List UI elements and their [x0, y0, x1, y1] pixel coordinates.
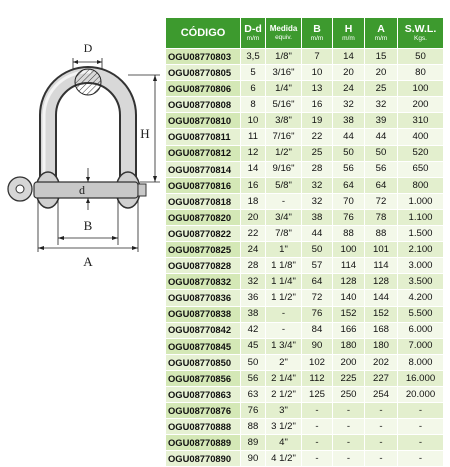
- cell-a: 15: [365, 49, 398, 65]
- cell-a: 39: [365, 113, 398, 129]
- table-row: [166, 403, 444, 419]
- cell-medida: 3/8": [266, 113, 302, 129]
- cell-a: 20: [365, 65, 398, 81]
- cell-d-d: 14: [241, 161, 266, 177]
- cell-medida: 4 1/2": [266, 451, 302, 467]
- cell-b: 28: [302, 161, 333, 177]
- cell-swl: 80: [398, 65, 444, 81]
- cell-medida: 1": [266, 242, 302, 258]
- cell-b: 32: [302, 177, 333, 193]
- cell-b: 57: [302, 258, 333, 274]
- table-row: [166, 322, 444, 338]
- header-medida: Medida equiv.: [266, 18, 302, 49]
- cell-a: 56: [365, 161, 398, 177]
- cell-h: 44: [333, 129, 365, 145]
- cell-medida: 3 1/2": [266, 419, 302, 435]
- table-row: [166, 97, 444, 113]
- cell-medida: 1 1/4": [266, 274, 302, 290]
- cell-d-d: 32: [241, 274, 266, 290]
- cell-d-d: 16: [241, 177, 266, 193]
- cell-a: 32: [365, 97, 398, 113]
- cell-h: 114: [333, 258, 365, 274]
- cell-d-d: 63: [241, 386, 266, 402]
- cell-swl: 1.100: [398, 209, 444, 225]
- cell-a: 114: [365, 258, 398, 274]
- cell-d-d: 18: [241, 193, 266, 209]
- cell-code: OGU08770825: [166, 242, 241, 258]
- cell-d-d: 28: [241, 258, 266, 274]
- cell-h: 88: [333, 226, 365, 242]
- cell-a: 72: [365, 193, 398, 209]
- cell-swl: 4.200: [398, 290, 444, 306]
- header-codigo: CÓDIGO: [166, 18, 241, 49]
- cell-a: -: [365, 403, 398, 419]
- table-row: [166, 209, 444, 225]
- cell-b: 16: [302, 97, 333, 113]
- cell-swl: 650: [398, 161, 444, 177]
- cell-swl: -: [398, 403, 444, 419]
- cell-h: 250: [333, 386, 365, 402]
- cell-b: -: [302, 435, 333, 451]
- cell-medida: -: [266, 193, 302, 209]
- cell-d-d: 42: [241, 322, 266, 338]
- cell-code: OGU08770803: [166, 49, 241, 65]
- cell-medida: 2 1/2": [266, 386, 302, 402]
- cell-h: 32: [333, 97, 365, 113]
- cell-b: -: [302, 419, 333, 435]
- cell-medida: 1 1/2": [266, 290, 302, 306]
- cell-d-d: 88: [241, 419, 266, 435]
- cell-medida: 2": [266, 354, 302, 370]
- table-row: [166, 226, 444, 242]
- cell-h: 166: [333, 322, 365, 338]
- cell-code: OGU08770822: [166, 226, 241, 242]
- cell-code: OGU08770832: [166, 274, 241, 290]
- cell-b: 32: [302, 193, 333, 209]
- cell-swl: 7.000: [398, 338, 444, 354]
- cell-swl: -: [398, 451, 444, 467]
- cell-medida: 7/8": [266, 226, 302, 242]
- dimension-a: [38, 200, 138, 269]
- cell-h: 38: [333, 113, 365, 129]
- cell-a: 101: [365, 242, 398, 258]
- cell-d-d: 10: [241, 113, 266, 129]
- cell-medida: 9/16": [266, 161, 302, 177]
- cell-h: 50: [333, 145, 365, 161]
- cell-b: 76: [302, 306, 333, 322]
- cell-swl: -: [398, 435, 444, 451]
- table-row: [166, 419, 444, 435]
- cell-a: 50: [365, 145, 398, 161]
- cell-h: 56: [333, 161, 365, 177]
- table-row: [166, 258, 444, 274]
- cell-b: 90: [302, 338, 333, 354]
- cell-a: -: [365, 451, 398, 467]
- cell-swl: 3.500: [398, 274, 444, 290]
- cell-b: 19: [302, 113, 333, 129]
- cell-a: -: [365, 419, 398, 435]
- cell-b: 112: [302, 370, 333, 386]
- cell-code: OGU08770845: [166, 338, 241, 354]
- table-row: [166, 161, 444, 177]
- cell-a: -: [365, 435, 398, 451]
- cell-medida: 1 1/8": [266, 258, 302, 274]
- cell-swl: 8.000: [398, 354, 444, 370]
- cell-d-d: 6: [241, 81, 266, 97]
- cell-medida: 1 3/4": [266, 338, 302, 354]
- cell-medida: 1/4": [266, 81, 302, 97]
- cell-h: -: [333, 435, 365, 451]
- cell-code: OGU08770890: [166, 451, 241, 467]
- cell-code: OGU08770806: [166, 81, 241, 97]
- cell-b: -: [302, 403, 333, 419]
- cell-code: OGU08770828: [166, 258, 241, 274]
- cell-swl: 6.000: [398, 322, 444, 338]
- cell-medida: 3/16": [266, 65, 302, 81]
- cell-swl: 100: [398, 81, 444, 97]
- cell-code: OGU08770805: [166, 65, 241, 81]
- table-row: [166, 129, 444, 145]
- header-a: A m/m: [365, 18, 398, 49]
- cell-h: 200: [333, 354, 365, 370]
- cell-d-d: 45: [241, 338, 266, 354]
- cell-code: OGU08770876: [166, 403, 241, 419]
- cell-medida: 1/8": [266, 49, 302, 65]
- cell-code: OGU08770850: [166, 354, 241, 370]
- cell-d-d: 38: [241, 306, 266, 322]
- cell-d-d: 76: [241, 403, 266, 419]
- cell-h: 76: [333, 209, 365, 225]
- cell-b: 13: [302, 81, 333, 97]
- cell-swl: 50: [398, 49, 444, 65]
- cell-code: OGU08770856: [166, 370, 241, 386]
- cell-h: -: [333, 403, 365, 419]
- label-d-top: D: [83, 41, 93, 55]
- label-a: A: [83, 254, 93, 269]
- cell-a: 254: [365, 386, 398, 402]
- cell-d-d: 56: [241, 370, 266, 386]
- table-row: [166, 354, 444, 370]
- cell-b: 102: [302, 354, 333, 370]
- cell-d-d: 12: [241, 145, 266, 161]
- cell-code: OGU08770816: [166, 177, 241, 193]
- cell-h: 20: [333, 65, 365, 81]
- cell-d-d: 89: [241, 435, 266, 451]
- cell-swl: 16.000: [398, 370, 444, 386]
- cell-h: 24: [333, 81, 365, 97]
- cell-h: 152: [333, 306, 365, 322]
- table-row: [166, 242, 444, 258]
- cell-h: 64: [333, 177, 365, 193]
- cell-medida: -: [266, 322, 302, 338]
- header-d-d: D-d m/m: [241, 18, 266, 49]
- cell-swl: 20.000: [398, 386, 444, 402]
- cell-b: -: [302, 451, 333, 467]
- cell-swl: -: [398, 419, 444, 435]
- table-row: [166, 370, 444, 386]
- cell-code: OGU08770836: [166, 290, 241, 306]
- cell-b: 10: [302, 65, 333, 81]
- cell-b: 38: [302, 209, 333, 225]
- cell-b: 7: [302, 49, 333, 65]
- cell-medida: 3/4": [266, 209, 302, 225]
- cell-swl: 3.000: [398, 258, 444, 274]
- cell-a: 202: [365, 354, 398, 370]
- cell-code: OGU08770863: [166, 386, 241, 402]
- cell-d-d: 3,5: [241, 49, 266, 65]
- table-row: [166, 435, 444, 451]
- cell-code: OGU08770812: [166, 145, 241, 161]
- cell-b: 25: [302, 145, 333, 161]
- cell-b: 50: [302, 242, 333, 258]
- cell-swl: 200: [398, 97, 444, 113]
- cell-swl: 310: [398, 113, 444, 129]
- cell-code: OGU08770842: [166, 322, 241, 338]
- cell-a: 64: [365, 177, 398, 193]
- table-row: [166, 451, 444, 467]
- cell-b: 84: [302, 322, 333, 338]
- label-d-small: d: [79, 183, 85, 197]
- label-h: H: [140, 126, 150, 141]
- spec-table: [165, 17, 444, 467]
- cell-d-d: 20: [241, 209, 266, 225]
- table-row: [166, 193, 444, 209]
- cell-a: 78: [365, 209, 398, 225]
- cell-d-d: 5: [241, 65, 266, 81]
- table-row: [166, 274, 444, 290]
- label-b: B: [83, 218, 93, 233]
- cell-a: 168: [365, 322, 398, 338]
- cell-swl: 1.000: [398, 193, 444, 209]
- table-row: [166, 145, 444, 161]
- table-row: [166, 81, 444, 97]
- cell-medida: 7/16": [266, 129, 302, 145]
- cell-b: 44: [302, 226, 333, 242]
- cell-a: 144: [365, 290, 398, 306]
- cell-a: 25: [365, 81, 398, 97]
- cell-b: 125: [302, 386, 333, 402]
- cell-d-d: 90: [241, 451, 266, 467]
- cell-b: 72: [302, 290, 333, 306]
- table-row: [166, 49, 444, 65]
- table-header-row: [166, 18, 444, 49]
- cell-d-d: 36: [241, 290, 266, 306]
- cell-swl: 800: [398, 177, 444, 193]
- cell-a: 88: [365, 226, 398, 242]
- cell-code: OGU08770811: [166, 129, 241, 145]
- cell-medida: 5/16": [266, 97, 302, 113]
- cell-b: 64: [302, 274, 333, 290]
- table-body: [166, 49, 444, 467]
- cell-h: 100: [333, 242, 365, 258]
- cell-medida: 5/8": [266, 177, 302, 193]
- table-row: [166, 306, 444, 322]
- cell-d-d: 8: [241, 97, 266, 113]
- cell-a: 44: [365, 129, 398, 145]
- cell-swl: 1.500: [398, 226, 444, 242]
- shackle-diagram: [0, 0, 165, 450]
- cell-h: 128: [333, 274, 365, 290]
- table-row: [166, 113, 444, 129]
- cell-d-d: 11: [241, 129, 266, 145]
- cell-a: 180: [365, 338, 398, 354]
- cell-code: OGU08770818: [166, 193, 241, 209]
- header-b: B m/m: [302, 18, 333, 49]
- cell-swl: 5.500: [398, 306, 444, 322]
- cell-swl: 520: [398, 145, 444, 161]
- table-row: [166, 65, 444, 81]
- cell-d-d: 24: [241, 242, 266, 258]
- shackle-body: [44, 69, 128, 190]
- cell-medida: 2 1/4": [266, 370, 302, 386]
- cell-a: 227: [365, 370, 398, 386]
- header-h: H m/m: [333, 18, 365, 49]
- table-row: [166, 177, 444, 193]
- cell-medida: 3": [266, 403, 302, 419]
- cell-medida: 1/2": [266, 145, 302, 161]
- header-swl: S.W.L. Kgs.: [398, 18, 444, 49]
- cell-a: 128: [365, 274, 398, 290]
- cell-d-d: 22: [241, 226, 266, 242]
- cell-d-d: 50: [241, 354, 266, 370]
- table-row: [166, 290, 444, 306]
- cell-a: 152: [365, 306, 398, 322]
- cell-h: -: [333, 419, 365, 435]
- cell-h: 70: [333, 193, 365, 209]
- cell-h: 14: [333, 49, 365, 65]
- dimension-d-top: [73, 41, 102, 70]
- cell-medida: -: [266, 306, 302, 322]
- table-row: [166, 386, 444, 402]
- cell-h: 140: [333, 290, 365, 306]
- cell-code: OGU08770810: [166, 113, 241, 129]
- cell-b: 22: [302, 129, 333, 145]
- cell-swl: 2.100: [398, 242, 444, 258]
- cell-h: 180: [333, 338, 365, 354]
- cell-h: -: [333, 451, 365, 467]
- cell-code: OGU08770888: [166, 419, 241, 435]
- table-row: [166, 338, 444, 354]
- cell-code: OGU08770889: [166, 435, 241, 451]
- cell-code: OGU08770820: [166, 209, 241, 225]
- cell-swl: 400: [398, 129, 444, 145]
- cell-code: OGU08770814: [166, 161, 241, 177]
- cell-h: 225: [333, 370, 365, 386]
- cell-medida: 4": [266, 435, 302, 451]
- cell-code: OGU08770838: [166, 306, 241, 322]
- cell-code: OGU08770808: [166, 97, 241, 113]
